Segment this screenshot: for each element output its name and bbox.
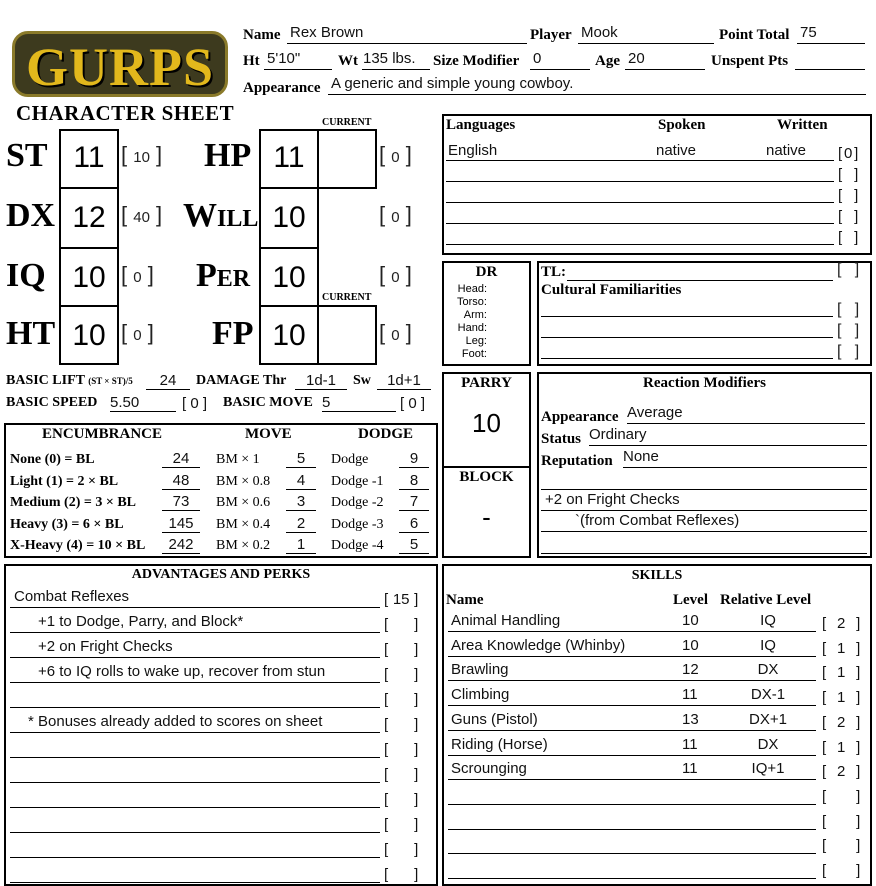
- languages-title: Languages: [446, 117, 516, 133]
- logo-text: GURPS: [25, 37, 214, 97]
- enc-move-mult: BM × 0.6: [216, 495, 271, 510]
- skill-rel-level: IQ: [760, 612, 776, 629]
- advantage-row[interactable]: [10, 612, 380, 633]
- parry-block-panel: [442, 372, 531, 558]
- dr-loc-label: Foot:: [461, 348, 487, 360]
- skill-level: 11: [682, 760, 698, 778]
- skill-name-header: Name: [446, 592, 484, 608]
- dr-loc-label: Leg:: [465, 335, 487, 347]
- skill-row[interactable]: [448, 759, 816, 780]
- sec-hp-cost: [ 0 ]: [379, 142, 412, 167]
- weight-label: Wt: [338, 53, 358, 69]
- cf-cost-1: [ ]: [837, 301, 860, 318]
- sec-will-value[interactable]: 10: [272, 201, 306, 234]
- skill-name: Riding (Horse): [451, 735, 548, 753]
- skill-row[interactable]: [448, 735, 816, 756]
- sec-fp-value[interactable]: 10: [272, 319, 306, 352]
- advantage-text: +2 on Fright Checks: [38, 638, 173, 655]
- skill-cost: [ 1 ]: [822, 689, 861, 707]
- status-field[interactable]: [589, 426, 867, 446]
- skill-name: Scrounging: [451, 760, 527, 778]
- sec-per-cost-value: 0: [391, 269, 400, 286]
- age-field[interactable]: [625, 50, 705, 70]
- dr-title: DR: [475, 264, 498, 280]
- skill-cost-value: 1: [837, 738, 846, 756]
- basic-move-value: 5: [322, 394, 331, 411]
- enc-move-value[interactable]: 2: [286, 515, 316, 533]
- advantage-cost: [ 15 ]: [384, 591, 419, 608]
- skill-rel-level: IQ+1: [751, 760, 785, 778]
- sec-fp-label: FP: [212, 315, 254, 352]
- skill-cost: [ 1 ]: [822, 738, 861, 756]
- advantage-text: +1 to Dodge, Parry, and Block*: [38, 613, 244, 630]
- sec-will-cost-value: 0: [391, 209, 400, 226]
- advantage-cost-value: 15: [392, 591, 410, 608]
- advantage-cost: [ ]: [384, 866, 419, 883]
- weight-field[interactable]: [362, 50, 430, 70]
- block-value[interactable]: -: [482, 502, 491, 532]
- enc-dodge-label: Dodge: [331, 452, 369, 467]
- status-value: Ordinary: [589, 426, 647, 443]
- enc-level-label: Medium (2) = 3 × BL: [10, 495, 137, 510]
- advantage-text: +6 to IQ rolls to wake up, recover from stun: [38, 663, 326, 680]
- enc-bl-value[interactable]: 73: [162, 493, 200, 511]
- advantage-cost: [ ]: [384, 741, 419, 758]
- enc-move-value[interactable]: 1: [286, 536, 316, 554]
- sec-hp-cost-value: 0: [391, 149, 400, 166]
- speed-cost-value: 0: [190, 395, 199, 412]
- advantage-row[interactable]: [10, 737, 380, 758]
- enc-dodge-label: Dodge -4: [331, 538, 384, 553]
- size-modifier-field[interactable]: [530, 50, 590, 70]
- skill-cost-value: 2: [837, 615, 846, 632]
- height-value: 5'10": [267, 50, 301, 67]
- size-modifier-label: Size Modifier: [433, 53, 520, 69]
- basic-speed-field[interactable]: [110, 394, 176, 412]
- language-cost: [ ]: [838, 229, 859, 246]
- parry-title: PARRY: [461, 375, 512, 391]
- attr-dx-cost: [ 40 ]: [121, 202, 163, 227]
- attr-st-value[interactable]: 11: [73, 141, 105, 174]
- player-label: Player: [530, 27, 572, 43]
- unspent-label: Unspent Pts: [711, 53, 789, 69]
- skill-row[interactable]: [448, 710, 816, 731]
- advantage-cost: [ ]: [384, 691, 419, 708]
- thr-field[interactable]: [295, 372, 347, 390]
- move-header: MOVE: [245, 426, 292, 442]
- tl-cost: [ ]: [837, 261, 860, 278]
- fp-current-label: CURRENT: [322, 292, 372, 303]
- skill-name: Brawling: [451, 661, 509, 679]
- reputation-label: Reputation: [541, 453, 613, 469]
- skill-level: 10: [682, 636, 699, 654]
- advantage-cost: [ ]: [384, 616, 419, 633]
- sec-per-cost: [ 0 ]: [379, 262, 412, 287]
- skill-row[interactable]: [448, 685, 816, 706]
- skill-rel-level: DX-1: [750, 686, 786, 704]
- advantages-panel: [4, 564, 438, 886]
- enc-level-label: Heavy (3) = 6 × BL: [10, 516, 124, 532]
- advantage-cost: [ ]: [384, 766, 419, 783]
- dr-loc-label: Torso:: [457, 296, 487, 308]
- language-spoken: native: [656, 142, 697, 159]
- language-cost: [ ]: [838, 208, 859, 225]
- point-total-value: 75: [800, 24, 817, 41]
- skill-cost: [ ]: [822, 787, 861, 805]
- age-value: 20: [628, 50, 645, 67]
- enc-bl-value[interactable]: 48: [162, 472, 200, 490]
- skill-cost: [ 1 ]: [822, 639, 861, 657]
- advantage-text: * Bonuses already added to scores on sheet: [28, 713, 323, 730]
- advantage-cost: [ ]: [384, 791, 419, 808]
- basic-move-field[interactable]: [322, 394, 396, 412]
- attr-iq-value[interactable]: 10: [72, 261, 106, 294]
- advantage-row[interactable]: [10, 762, 380, 783]
- name-field[interactable]: [287, 24, 527, 44]
- basic-move-cost: [ 0 ]: [400, 395, 426, 412]
- enc-dodge-value[interactable]: 6: [399, 515, 429, 533]
- cf-line-1[interactable]: [541, 301, 833, 317]
- advantage-cost: [ ]: [384, 841, 419, 858]
- skill-name: Guns (Pistol): [451, 710, 538, 728]
- language-cost: [ ]: [838, 166, 859, 183]
- reaction-line-2-text: `(from Combat Reflexes): [575, 512, 740, 529]
- attr-st-cost-value: 10: [133, 149, 150, 166]
- language-row[interactable]: [446, 163, 834, 182]
- advantage-cost: [ ]: [384, 716, 419, 733]
- reputation-value: None: [623, 448, 659, 465]
- language-written: native: [766, 142, 807, 159]
- sw-value: 1d+1: [387, 372, 421, 389]
- basic-speed-label: BASIC SPEED: [6, 395, 98, 410]
- enc-dodge-value[interactable]: 9: [399, 450, 429, 468]
- language-cost: [ ]: [838, 187, 859, 204]
- status-label: Status: [541, 431, 582, 447]
- written-header: Written: [777, 117, 828, 133]
- advantage-cost: [ ]: [384, 641, 419, 658]
- fp-current-box[interactable]: [317, 305, 377, 365]
- skill-row[interactable]: [448, 858, 816, 879]
- skill-cost: [ ]: [822, 837, 861, 855]
- enc-bl-value[interactable]: 24: [162, 450, 200, 468]
- lift-section: [6, 372, 438, 416]
- sec-fp-cost-value: 0: [391, 327, 400, 344]
- enc-move-mult: BM × 1: [216, 452, 260, 467]
- appearance-field[interactable]: [328, 75, 866, 95]
- enc-move-value[interactable]: 4: [286, 472, 316, 490]
- skill-row[interactable]: [448, 636, 816, 657]
- dr-loc-label: Arm:: [463, 309, 487, 321]
- enc-level-label: Light (1) = 2 × BL: [10, 473, 119, 489]
- sec-hp-value[interactable]: 11: [273, 141, 305, 174]
- skill-cost: [ 1 ]: [822, 664, 861, 682]
- dr-loc-label: Head:: [457, 283, 487, 295]
- enc-level-label: X-Heavy (4) = 10 × BL: [10, 538, 146, 553]
- skill-cost: [ 2 ]: [822, 713, 861, 731]
- reputation-field[interactable]: [623, 448, 867, 468]
- age-label: Age: [595, 53, 620, 69]
- sec-per-label: Per: [196, 257, 251, 294]
- unspent-field[interactable]: [795, 50, 865, 70]
- skill-level: 11: [682, 735, 698, 753]
- enc-move-value[interactable]: 3: [286, 493, 316, 511]
- skill-cost: [ 2 ]: [822, 763, 861, 781]
- skill-cost-value: 1: [837, 664, 846, 682]
- language-row[interactable]: [446, 184, 834, 203]
- skill-rel-level: DX+1: [749, 710, 787, 728]
- parry-value[interactable]: 10: [472, 408, 501, 438]
- basic-move-label: BASIC MOVE: [223, 395, 313, 410]
- tl-panel: [537, 261, 872, 366]
- skill-level: 10: [682, 612, 699, 629]
- advantages-title: ADVANTAGES AND PERKS: [131, 567, 311, 582]
- cf-line-2[interactable]: [541, 322, 833, 338]
- advantage-row[interactable]: [10, 862, 380, 883]
- thr-value: 1d-1: [305, 372, 337, 389]
- skill-level: 11: [682, 686, 698, 704]
- advantage-cost: [ ]: [384, 666, 419, 683]
- enc-move-mult: BM × 0.8: [216, 473, 271, 489]
- reaction-line-3[interactable]: [541, 534, 867, 554]
- language-row[interactable]: [446, 205, 834, 224]
- reaction-appearance-value: Average: [627, 404, 683, 421]
- attr-st-label: ST: [6, 137, 48, 174]
- encumbrance-title: ENCUMBRANCE: [42, 426, 162, 442]
- attr-ht-cost: [ 0 ]: [121, 320, 154, 345]
- appearance-value: A generic and simple young cowboy.: [331, 75, 574, 92]
- sheet-title: CHARACTER SHEET: [16, 101, 235, 125]
- sec-will-label: Will: [183, 197, 259, 234]
- dodge-header: DODGE: [358, 426, 414, 442]
- skill-cost-value: 1: [837, 639, 846, 657]
- skill-name: Animal Handling: [451, 612, 561, 629]
- advantage-row[interactable]: [10, 637, 380, 658]
- cf-cost-2: [ ]: [837, 322, 860, 339]
- skill-rel-level: DX: [757, 661, 779, 679]
- move-cost-value: 0: [408, 395, 417, 412]
- languages-panel: [442, 114, 872, 255]
- skill-cost: [ 2 ]: [822, 615, 861, 632]
- sec-will-cost: [ 0 ]: [379, 202, 412, 227]
- tl-label: TL:: [541, 264, 567, 280]
- cf-cost-3: [ ]: [837, 343, 860, 360]
- advantage-text: Combat Reflexes: [14, 588, 130, 605]
- reaction-appearance-field[interactable]: [627, 404, 865, 424]
- enc-dodge-label: Dodge -2: [331, 495, 384, 510]
- reaction-line-1[interactable]: [541, 491, 867, 511]
- cultural-familiarities-label: Cultural Familiarities: [541, 282, 682, 298]
- skill-rel-level: DX: [757, 735, 779, 753]
- point-total-field[interactable]: [797, 24, 865, 44]
- enc-bl-value[interactable]: 242: [162, 536, 200, 554]
- spoken-header: Spoken: [658, 117, 706, 133]
- attr-dx-cost-value: 40: [133, 209, 150, 226]
- skill-rel-header: Relative Level: [720, 592, 812, 608]
- basic-lift-label: BASIC LIFT: [6, 373, 85, 388]
- advantage-row[interactable]: [10, 712, 380, 733]
- name-label: Name: [243, 27, 281, 43]
- block-title: BLOCK: [459, 469, 514, 485]
- enc-dodge-value[interactable]: 5: [399, 536, 429, 554]
- hp-current-box[interactable]: [317, 129, 377, 189]
- skill-cost-value: 2: [837, 763, 846, 781]
- skill-level-header: Level: [673, 592, 708, 608]
- skill-level: 12: [682, 661, 699, 679]
- hp-current-label: CURRENT: [322, 117, 372, 128]
- enc-level-label: None (0) = BL: [10, 452, 95, 467]
- reaction-appearance-label: Appearance: [541, 409, 619, 425]
- dr-panel: [442, 261, 531, 366]
- advantage-row[interactable]: [10, 587, 380, 608]
- skill-row[interactable]: [448, 784, 816, 805]
- skill-cost: [ ]: [822, 812, 861, 830]
- advantage-row[interactable]: [10, 662, 380, 683]
- skills-panel: [442, 564, 872, 886]
- reaction-line-1-text: +2 on Fright Checks: [545, 491, 680, 508]
- advantage-row[interactable]: [10, 687, 380, 708]
- language-cost: [ 0 ]: [838, 145, 859, 162]
- height-field[interactable]: [264, 50, 332, 70]
- enc-dodge-value[interactable]: 7: [399, 493, 429, 511]
- enc-dodge-label: Dodge -1: [331, 473, 384, 489]
- skill-cost: [ ]: [822, 862, 861, 879]
- dr-loc-label: Hand:: [457, 322, 487, 334]
- attr-ht-cost-value: 0: [133, 327, 142, 344]
- language-row[interactable]: [446, 142, 834, 161]
- advantage-row[interactable]: [10, 837, 380, 858]
- advantage-cost: [ ]: [384, 816, 419, 833]
- basic-lift-value: 24: [159, 372, 177, 389]
- weight-value: 135 lbs.: [363, 50, 416, 67]
- attr-ht-value[interactable]: 10: [72, 319, 106, 352]
- advantage-row[interactable]: [10, 787, 380, 808]
- reaction-panel: [537, 372, 872, 558]
- attr-iq-label: IQ: [6, 257, 46, 294]
- skill-row[interactable]: [448, 660, 816, 681]
- player-value: Mook: [581, 24, 618, 41]
- sec-fp-cost: [ 0 ]: [379, 320, 412, 345]
- reaction-line-2[interactable]: [541, 512, 867, 532]
- attr-ht-label: HT: [6, 315, 56, 352]
- attr-iq-cost: [ 0 ]: [121, 262, 154, 287]
- enc-bl-value[interactable]: 145: [162, 515, 200, 533]
- attr-dx-label: DX: [6, 197, 56, 234]
- reaction-line-blank[interactable]: [541, 470, 867, 490]
- tl-field[interactable]: [567, 265, 833, 281]
- basic-lift-formula: (ST × ST)/5: [88, 376, 133, 386]
- sec-per-value[interactable]: 10: [272, 261, 306, 294]
- cf-line-3[interactable]: [541, 343, 833, 359]
- point-total-label: Point Total: [719, 27, 790, 43]
- sec-hp-label: HP: [204, 137, 252, 174]
- gurps-logo: [12, 31, 228, 97]
- skill-row[interactable]: [448, 809, 816, 830]
- sw-field[interactable]: [377, 372, 431, 390]
- skill-row[interactable]: [448, 611, 816, 632]
- skill-name: Climbing: [451, 686, 510, 704]
- enc-dodge-label: Dodge -3: [331, 516, 384, 532]
- attr-st-cost: [ 10 ]: [121, 142, 163, 167]
- advantage-row[interactable]: [10, 812, 380, 833]
- language-row[interactable]: [446, 226, 834, 245]
- skill-level: 13: [682, 710, 699, 728]
- basic-lift-field[interactable]: [146, 372, 190, 390]
- skill-rel-level: IQ: [760, 636, 776, 654]
- skill-row[interactable]: [448, 833, 816, 854]
- size-modifier-value: 0: [533, 50, 542, 67]
- attr-iq-cost-value: 0: [133, 269, 142, 286]
- player-field[interactable]: [578, 24, 714, 44]
- skill-name: Area Knowledge (Whinby): [451, 636, 626, 654]
- language-name: English: [448, 142, 498, 159]
- basic-speed-value: 5.50: [110, 394, 140, 411]
- enc-move-mult: BM × 0.4: [216, 516, 271, 532]
- basic-speed-cost: [ 0 ]: [182, 395, 208, 412]
- enc-move-mult: BM × 0.2: [216, 538, 271, 553]
- height-label: Ht: [243, 53, 260, 69]
- damage-thr-label: DAMAGE Thr: [196, 373, 287, 388]
- appearance-label: Appearance: [243, 80, 321, 96]
- name-value: Rex Brown: [290, 24, 364, 41]
- language-cost-value: 0: [844, 145, 853, 162]
- skill-cost-value: 2: [837, 713, 846, 731]
- reaction-title: Reaction Modifiers: [643, 375, 766, 391]
- enc-dodge-value[interactable]: 8: [399, 472, 429, 490]
- skills-title: SKILLS: [631, 568, 683, 583]
- encumbrance-panel: [4, 423, 438, 558]
- attr-dx-value[interactable]: 12: [72, 201, 106, 234]
- enc-move-value[interactable]: 5: [286, 450, 316, 468]
- skill-cost-value: 1: [837, 689, 846, 707]
- sw-label: Sw: [353, 373, 371, 388]
